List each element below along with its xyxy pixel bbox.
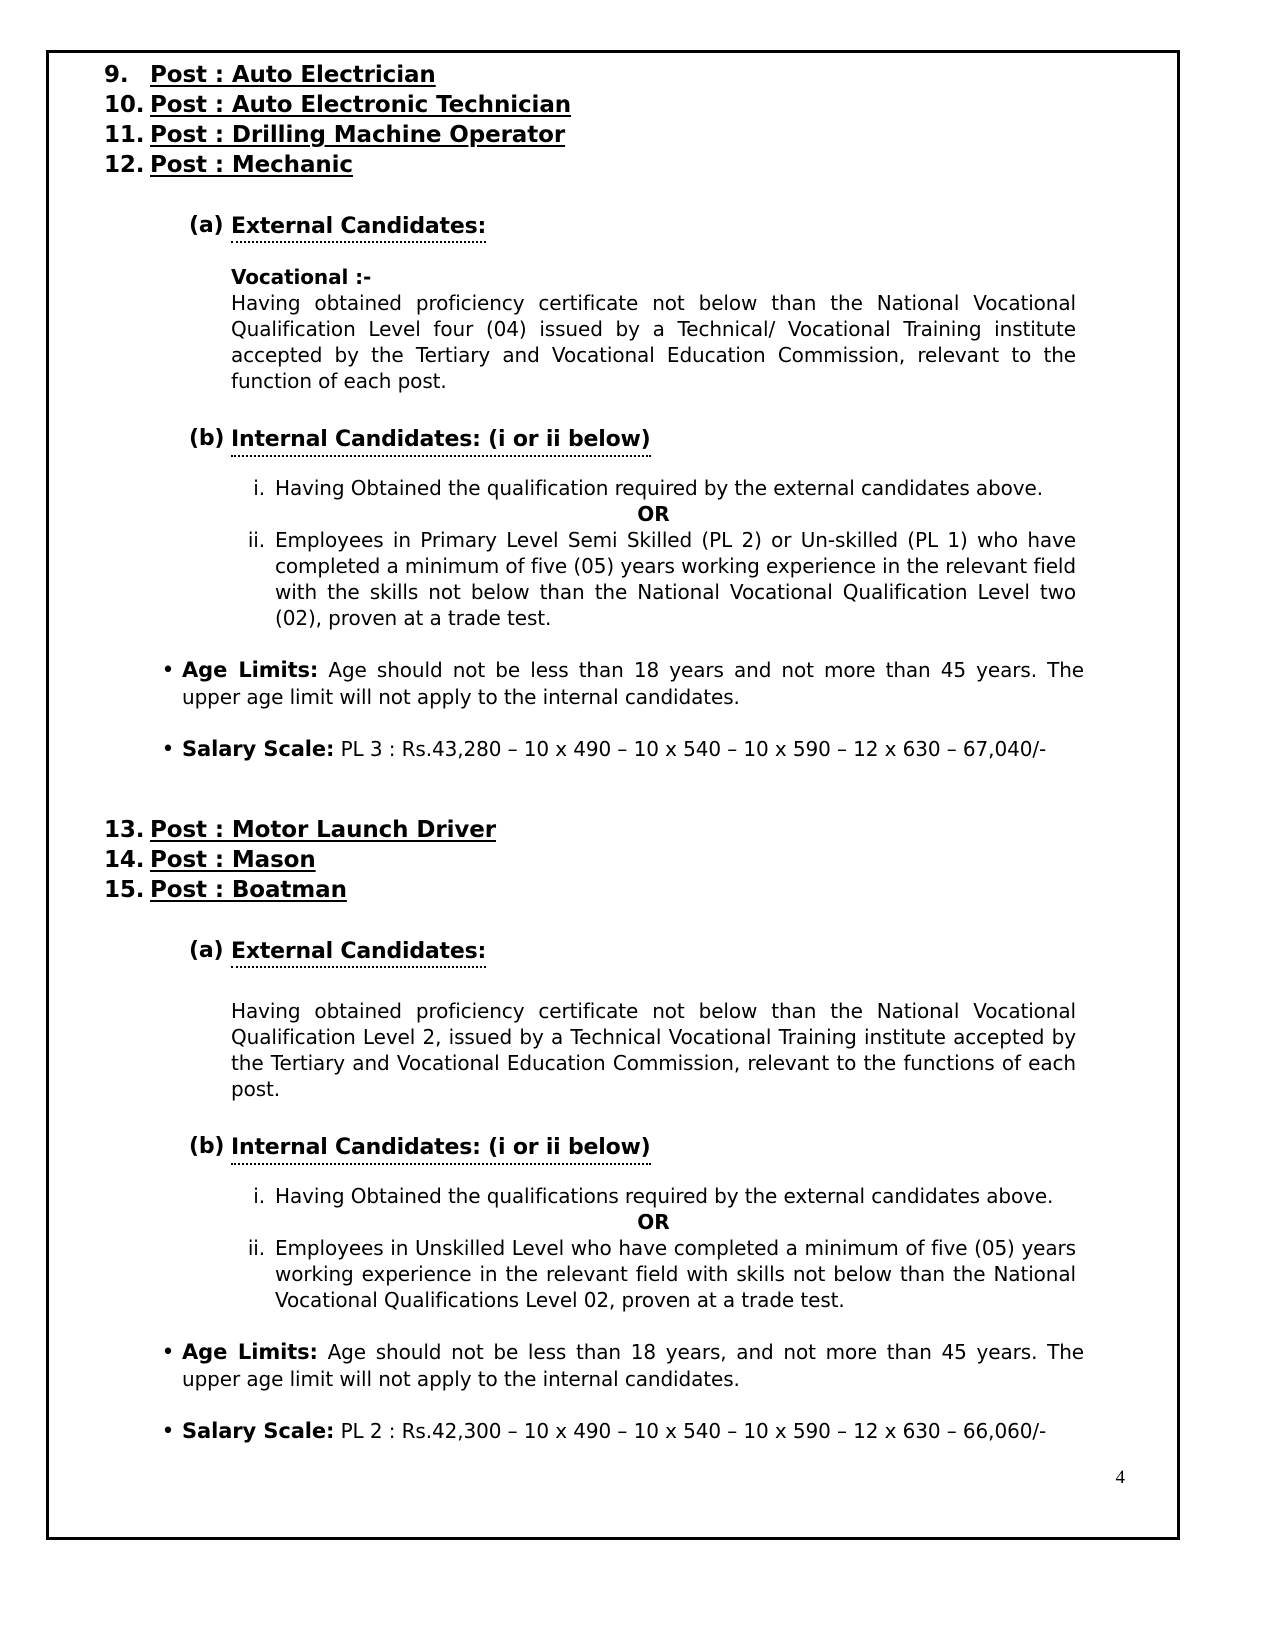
- option-item: [231, 475, 1076, 501]
- option-marker: i.: [253, 1183, 265, 1208]
- external-candidates-heading: [189, 213, 1104, 244]
- post-title: Post : Motor Launch Driver: [150, 817, 496, 844]
- age-limits-bullet: [154, 1339, 1084, 1392]
- external-candidates-heading: [189, 938, 1104, 969]
- post-list-2: [104, 816, 1104, 906]
- option-text: Employees in Primary Level Semi Skilled (PL 2) or Un-skilled (PL 1) who have completed a minimum of five (05) years working experience in the relevant field with the skills not below than the National Vocational Qualification Level two (02), proven at a trade test.: [275, 527, 1076, 630]
- document-page: [46, 50, 1180, 1540]
- post-entry: [104, 91, 1104, 121]
- post-entry: [104, 816, 1104, 846]
- bullet-icon: •: [161, 1418, 175, 1444]
- section-letter: (b): [189, 1134, 225, 1160]
- section-heading-label: Internal Candidates: (i or ii below): [231, 1134, 651, 1165]
- post-title: Post : Auto Electronic Technician: [150, 91, 572, 118]
- option-item: [231, 1235, 1076, 1313]
- internal-candidates-heading: [189, 1134, 1104, 1165]
- age-limits-bullet: [154, 657, 1084, 710]
- internal-candidates-section: [189, 426, 1104, 631]
- post-entry: [104, 846, 1104, 876]
- post-number: 15.: [104, 876, 145, 903]
- option-marker: i.: [253, 475, 265, 500]
- vocational-label: Vocational :-: [231, 265, 372, 290]
- salary-scale-body: [182, 736, 1084, 763]
- internal-candidates-options: [231, 475, 1076, 501]
- group-separator: [104, 764, 1104, 816]
- salary-scale-label: Salary Scale:: [182, 736, 335, 761]
- page-number: 4: [1115, 1467, 1125, 1488]
- salary-scale-text: PL 2 : Rs.42,300 – 10 x 490 – 10 x 540 – 10 x 590 – 12 x 630 – 66,060/-: [334, 1418, 1047, 1443]
- option-item: [231, 527, 1076, 631]
- external-candidates-section: [189, 938, 1104, 1103]
- post-group-1: [104, 61, 1104, 764]
- post-entry: [104, 61, 1104, 91]
- or-separator: OR: [637, 1209, 670, 1234]
- internal-candidates-section: [189, 1134, 1104, 1313]
- option-text: Having Obtained the qualification required by the external candidates above.: [275, 475, 1043, 500]
- post-number: 10.: [104, 91, 145, 118]
- external-candidates-section: [189, 213, 1104, 395]
- age-limits-label: Age Limits:: [182, 657, 319, 682]
- external-candidates-paragraph: Having obtained proficiency certificate not below than the National Vocational Qualification Level four (04) issued by a Technical/ Vocational Training institute accepted by the Tertiary and Vocational Education Commission, relevant to the function of each post.: [231, 291, 1076, 394]
- option-text: Having Obtained the qualifications required by the external candidates above.: [275, 1183, 1054, 1208]
- section-letter: (a): [189, 937, 224, 963]
- internal-candidates-options: [231, 1183, 1076, 1209]
- post-title: Post : Boatman: [150, 876, 347, 903]
- section-letter: (b): [189, 426, 225, 452]
- post-number: 11.: [104, 121, 145, 148]
- salary-scale-body: [182, 1418, 1084, 1445]
- external-candidates-body: [231, 265, 1076, 394]
- post-number: 12.: [104, 151, 145, 178]
- section-heading-label: External Candidates:: [231, 938, 486, 969]
- age-limits-body: [182, 657, 1084, 710]
- post-entry: [104, 876, 1104, 906]
- salary-scale-bullet: [154, 736, 1084, 764]
- section-heading-label: External Candidates:: [231, 213, 486, 244]
- post-number: 14.: [104, 846, 145, 873]
- internal-candidates-options-2: [231, 527, 1076, 631]
- age-limits-text: Age should not be less than 18 years, and not more than 45 years. The upper age limit will not apply to the internal candidates.: [182, 1339, 1085, 1391]
- section-heading-label: Internal Candidates: (i or ii below): [231, 426, 651, 457]
- salary-scale-text: PL 3 : Rs.43,280 – 10 x 490 – 10 x 540 – 10 x 590 – 12 x 630 – 67,040/-: [334, 736, 1047, 761]
- post-group-2: [104, 816, 1104, 1446]
- option-text: Employees in Unskilled Level who have completed a minimum of five (05) years working experience in the relevant field with skills not below than the National Vocational Qualifications Level 02, proven at a trade test.: [275, 1235, 1076, 1312]
- salary-scale-bullet: [154, 1418, 1084, 1446]
- post-title: Post : Drilling Machine Operator: [150, 121, 566, 148]
- age-limits-body: [182, 1339, 1084, 1392]
- bullet-icon: •: [161, 1339, 175, 1365]
- post-number: 13.: [104, 817, 145, 844]
- internal-candidates-options-2: [231, 1235, 1076, 1313]
- bullet-icon: •: [161, 657, 175, 683]
- post-list-1: [104, 61, 1104, 181]
- post-title: Post : Mechanic: [150, 151, 353, 178]
- internal-candidates-heading: [189, 426, 1104, 457]
- or-separator: OR: [637, 501, 670, 526]
- age-limits-text: Age should not be less than 18 years and not more than 45 years. The upper age limit will not apply to the internal candidates.: [182, 657, 1084, 709]
- post-entry: [104, 121, 1104, 151]
- post-entry: [104, 151, 1104, 181]
- post-number: 9.: [104, 62, 129, 88]
- option-item: [231, 1183, 1076, 1209]
- external-candidates-body: [231, 998, 1076, 1102]
- post-title: Post : Mason: [150, 846, 316, 873]
- bullet-icon: •: [161, 736, 175, 762]
- section-letter: (a): [189, 212, 224, 238]
- post-title: Post : Auto Electrician: [150, 62, 436, 88]
- age-limits-label: Age Limits:: [182, 1339, 318, 1364]
- external-candidates-paragraph: Having obtained proficiency certificate not below than the National Vocational Qualification Level 2, issued by a Technical Vocational Training institute accepted by the Tertiary and Vocational Education Commission, relevant to the functions of each post.: [231, 999, 1076, 1102]
- option-marker: ii.: [247, 527, 265, 552]
- page-content: [104, 61, 1104, 1446]
- option-marker: ii.: [247, 1235, 265, 1260]
- salary-scale-label: Salary Scale:: [182, 1418, 335, 1443]
